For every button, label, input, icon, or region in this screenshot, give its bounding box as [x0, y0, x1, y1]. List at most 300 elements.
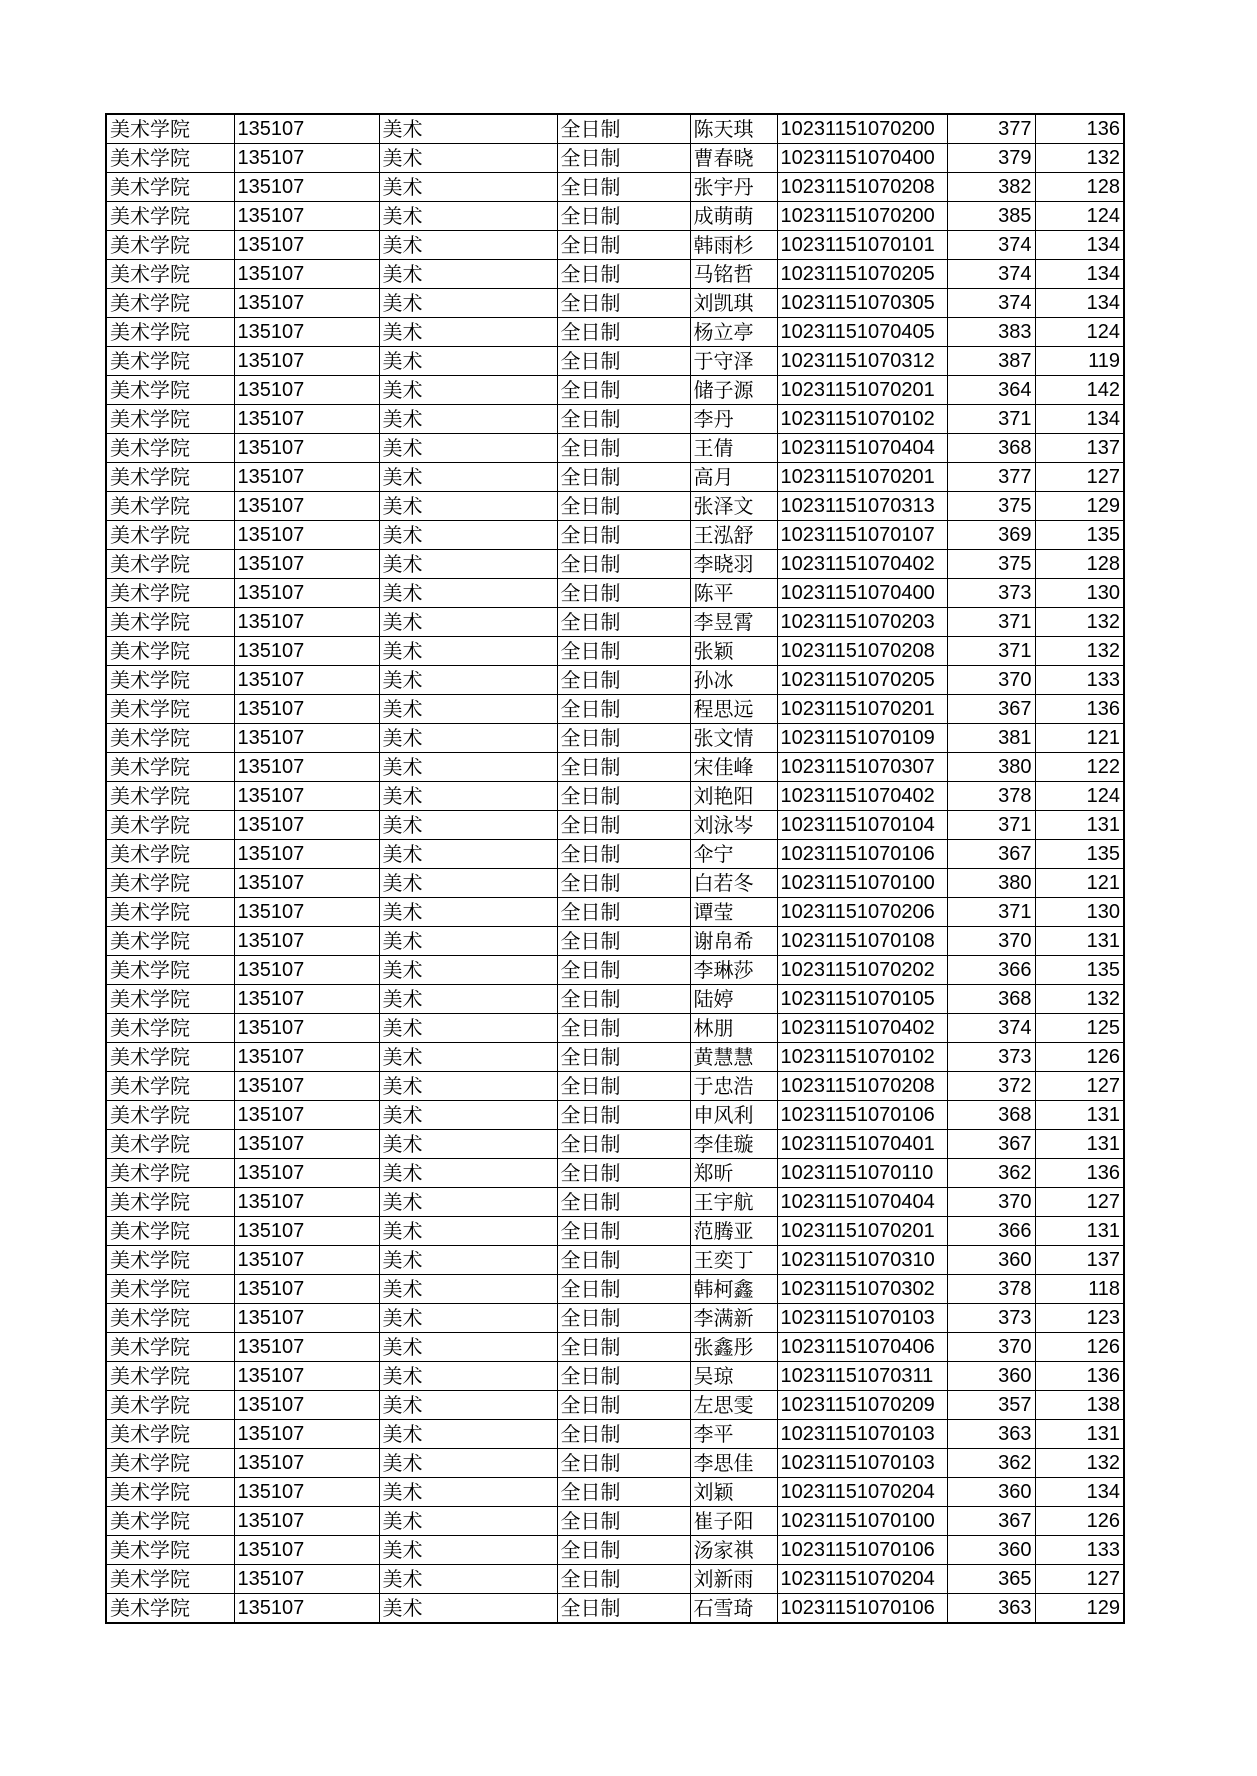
score-second-cell: 125 — [1035, 1014, 1124, 1043]
study-mode-cell: 全日制 — [557, 1362, 690, 1391]
name-cell: 陈平 — [690, 579, 777, 608]
college-cell: 美术学院 — [106, 782, 234, 811]
college-cell: 美术学院 — [106, 637, 234, 666]
exam-id-cell: 10231151070101 — [777, 231, 947, 260]
name-cell: 张颖 — [690, 637, 777, 666]
college-cell: 美术学院 — [106, 1507, 234, 1536]
study-mode-cell: 全日制 — [557, 927, 690, 956]
name-cell: 谢帛希 — [690, 927, 777, 956]
name-cell: 石雪琦 — [690, 1594, 777, 1624]
code-cell: 135107 — [234, 1594, 379, 1624]
exam-id-cell: 10231151070105 — [777, 985, 947, 1014]
score-second-cell: 126 — [1035, 1333, 1124, 1362]
table-row — [106, 579, 1124, 608]
major-cell: 美术 — [379, 985, 557, 1014]
college-cell: 美术学院 — [106, 898, 234, 927]
table-row — [106, 782, 1124, 811]
major-cell: 美术 — [379, 347, 557, 376]
score-second-cell: 128 — [1035, 173, 1124, 202]
study-mode-cell: 全日制 — [557, 144, 690, 173]
score-second-cell: 137 — [1035, 434, 1124, 463]
score-second-cell: 131 — [1035, 1101, 1124, 1130]
exam-id-cell: 10231151070205 — [777, 260, 947, 289]
study-mode-cell: 全日制 — [557, 753, 690, 782]
major-cell: 美术 — [379, 724, 557, 753]
score-total-cell: 371 — [947, 898, 1035, 927]
score-second-cell: 138 — [1035, 1391, 1124, 1420]
exam-id-cell: 10231151070201 — [777, 463, 947, 492]
score-second-cell: 119 — [1035, 347, 1124, 376]
exam-id-cell: 10231151070106 — [777, 1594, 947, 1624]
name-cell: 曹春晓 — [690, 144, 777, 173]
score-total-cell: 368 — [947, 434, 1035, 463]
college-cell: 美术学院 — [106, 956, 234, 985]
code-cell: 135107 — [234, 463, 379, 492]
score-second-cell: 134 — [1035, 405, 1124, 434]
exam-id-cell: 10231151070209 — [777, 1391, 947, 1420]
name-cell: 王奕丁 — [690, 1246, 777, 1275]
major-cell: 美术 — [379, 1275, 557, 1304]
table-row — [106, 1217, 1124, 1246]
major-cell: 美术 — [379, 173, 557, 202]
table-row — [106, 463, 1124, 492]
score-total-cell: 372 — [947, 1072, 1035, 1101]
exam-id-cell: 10231151070201 — [777, 1217, 947, 1246]
code-cell: 135107 — [234, 1014, 379, 1043]
code-cell: 135107 — [234, 1304, 379, 1333]
score-second-cell: 129 — [1035, 1594, 1124, 1624]
college-cell: 美术学院 — [106, 1159, 234, 1188]
code-cell: 135107 — [234, 434, 379, 463]
name-cell: 张鑫彤 — [690, 1333, 777, 1362]
admission-table — [105, 113, 1125, 1624]
score-total-cell: 360 — [947, 1536, 1035, 1565]
score-total-cell: 366 — [947, 1217, 1035, 1246]
code-cell: 135107 — [234, 1362, 379, 1391]
score-second-cell: 135 — [1035, 521, 1124, 550]
name-cell: 李昱霄 — [690, 608, 777, 637]
study-mode-cell: 全日制 — [557, 1449, 690, 1478]
score-second-cell: 128 — [1035, 550, 1124, 579]
name-cell: 马铭哲 — [690, 260, 777, 289]
score-second-cell: 134 — [1035, 231, 1124, 260]
study-mode-cell: 全日制 — [557, 985, 690, 1014]
major-cell: 美术 — [379, 318, 557, 347]
study-mode-cell: 全日制 — [557, 376, 690, 405]
name-cell: 郑昕 — [690, 1159, 777, 1188]
name-cell: 程思远 — [690, 695, 777, 724]
score-total-cell: 374 — [947, 231, 1035, 260]
name-cell: 左思雯 — [690, 1391, 777, 1420]
score-total-cell: 362 — [947, 1159, 1035, 1188]
college-cell: 美术学院 — [106, 579, 234, 608]
college-cell: 美术学院 — [106, 173, 234, 202]
study-mode-cell: 全日制 — [557, 1391, 690, 1420]
score-total-cell: 371 — [947, 811, 1035, 840]
score-total-cell: 368 — [947, 985, 1035, 1014]
exam-id-cell: 10231151070402 — [777, 782, 947, 811]
score-second-cell: 126 — [1035, 1043, 1124, 1072]
code-cell: 135107 — [234, 985, 379, 1014]
college-cell: 美术学院 — [106, 260, 234, 289]
college-cell: 美术学院 — [106, 492, 234, 521]
code-cell: 135107 — [234, 202, 379, 231]
college-cell: 美术学院 — [106, 1362, 234, 1391]
score-second-cell: 129 — [1035, 492, 1124, 521]
score-second-cell: 127 — [1035, 1188, 1124, 1217]
score-second-cell: 132 — [1035, 1449, 1124, 1478]
study-mode-cell: 全日制 — [557, 550, 690, 579]
exam-id-cell: 10231151070404 — [777, 1188, 947, 1217]
score-total-cell: 362 — [947, 1449, 1035, 1478]
major-cell: 美术 — [379, 608, 557, 637]
college-cell: 美术学院 — [106, 1246, 234, 1275]
score-total-cell: 360 — [947, 1362, 1035, 1391]
major-cell: 美术 — [379, 1130, 557, 1159]
major-cell: 美术 — [379, 1362, 557, 1391]
study-mode-cell: 全日制 — [557, 1130, 690, 1159]
study-mode-cell: 全日制 — [557, 463, 690, 492]
major-cell: 美术 — [379, 1449, 557, 1478]
score-total-cell: 366 — [947, 956, 1035, 985]
score-total-cell: 360 — [947, 1478, 1035, 1507]
table-row — [106, 724, 1124, 753]
name-cell: 李满新 — [690, 1304, 777, 1333]
study-mode-cell: 全日制 — [557, 260, 690, 289]
study-mode-cell: 全日制 — [557, 492, 690, 521]
college-cell: 美术学院 — [106, 376, 234, 405]
table-row — [106, 289, 1124, 318]
exam-id-cell: 10231151070100 — [777, 869, 947, 898]
study-mode-cell: 全日制 — [557, 579, 690, 608]
exam-id-cell: 10231151070100 — [777, 1507, 947, 1536]
exam-id-cell: 10231151070103 — [777, 1449, 947, 1478]
major-cell: 美术 — [379, 1072, 557, 1101]
major-cell: 美术 — [379, 666, 557, 695]
exam-id-cell: 10231151070205 — [777, 666, 947, 695]
score-total-cell: 377 — [947, 463, 1035, 492]
study-mode-cell: 全日制 — [557, 521, 690, 550]
table-row — [106, 1014, 1124, 1043]
college-cell: 美术学院 — [106, 608, 234, 637]
code-cell: 135107 — [234, 695, 379, 724]
score-second-cell: 132 — [1035, 144, 1124, 173]
code-cell: 135107 — [234, 318, 379, 347]
code-cell: 135107 — [234, 114, 379, 144]
name-cell: 韩雨杉 — [690, 231, 777, 260]
name-cell: 张文情 — [690, 724, 777, 753]
score-total-cell: 367 — [947, 840, 1035, 869]
name-cell: 储子源 — [690, 376, 777, 405]
college-cell: 美术学院 — [106, 463, 234, 492]
major-cell: 美术 — [379, 1043, 557, 1072]
table-row — [106, 1362, 1124, 1391]
score-second-cell: 124 — [1035, 202, 1124, 231]
score-second-cell: 131 — [1035, 1217, 1124, 1246]
table-row — [106, 695, 1124, 724]
score-total-cell: 375 — [947, 550, 1035, 579]
major-cell: 美术 — [379, 927, 557, 956]
exam-id-cell: 10231151070109 — [777, 724, 947, 753]
name-cell: 李佳璇 — [690, 1130, 777, 1159]
code-cell: 135107 — [234, 898, 379, 927]
name-cell: 于忠浩 — [690, 1072, 777, 1101]
score-second-cell: 135 — [1035, 840, 1124, 869]
score-total-cell: 380 — [947, 753, 1035, 782]
name-cell: 黄慧慧 — [690, 1043, 777, 1072]
study-mode-cell: 全日制 — [557, 1043, 690, 1072]
study-mode-cell: 全日制 — [557, 405, 690, 434]
major-cell: 美术 — [379, 1014, 557, 1043]
table-row — [106, 1043, 1124, 1072]
score-second-cell: 131 — [1035, 811, 1124, 840]
study-mode-cell: 全日制 — [557, 1275, 690, 1304]
score-second-cell: 135 — [1035, 956, 1124, 985]
score-second-cell: 134 — [1035, 1478, 1124, 1507]
college-cell: 美术学院 — [106, 114, 234, 144]
table-row — [106, 318, 1124, 347]
study-mode-cell: 全日制 — [557, 1304, 690, 1333]
score-second-cell: 136 — [1035, 1159, 1124, 1188]
name-cell: 张泽文 — [690, 492, 777, 521]
table-row — [106, 1333, 1124, 1362]
college-cell: 美术学院 — [106, 927, 234, 956]
study-mode-cell: 全日制 — [557, 231, 690, 260]
college-cell: 美术学院 — [106, 434, 234, 463]
exam-id-cell: 10231151070208 — [777, 637, 947, 666]
major-cell: 美术 — [379, 579, 557, 608]
table-row — [106, 956, 1124, 985]
code-cell: 135107 — [234, 782, 379, 811]
score-total-cell: 370 — [947, 927, 1035, 956]
college-cell: 美术学院 — [106, 1478, 234, 1507]
major-cell: 美术 — [379, 956, 557, 985]
exam-id-cell: 10231151070204 — [777, 1478, 947, 1507]
study-mode-cell: 全日制 — [557, 173, 690, 202]
table-row — [106, 1507, 1124, 1536]
code-cell: 135107 — [234, 173, 379, 202]
study-mode-cell: 全日制 — [557, 898, 690, 927]
study-mode-cell: 全日制 — [557, 114, 690, 144]
college-cell: 美术学院 — [106, 318, 234, 347]
code-cell: 135107 — [234, 1391, 379, 1420]
name-cell: 吴琼 — [690, 1362, 777, 1391]
score-total-cell: 365 — [947, 1565, 1035, 1594]
table-row — [106, 405, 1124, 434]
exam-id-cell: 10231151070103 — [777, 1420, 947, 1449]
code-cell: 135107 — [234, 376, 379, 405]
score-total-cell: 367 — [947, 1130, 1035, 1159]
college-cell: 美术学院 — [106, 1188, 234, 1217]
major-cell: 美术 — [379, 1217, 557, 1246]
score-total-cell: 360 — [947, 1246, 1035, 1275]
major-cell: 美术 — [379, 869, 557, 898]
major-cell: 美术 — [379, 1304, 557, 1333]
exam-id-cell: 10231151070307 — [777, 753, 947, 782]
table-row — [106, 898, 1124, 927]
major-cell: 美术 — [379, 1420, 557, 1449]
name-cell: 伞宁 — [690, 840, 777, 869]
score-total-cell: 378 — [947, 782, 1035, 811]
score-second-cell: 131 — [1035, 927, 1124, 956]
score-total-cell: 385 — [947, 202, 1035, 231]
major-cell: 美术 — [379, 637, 557, 666]
major-cell: 美术 — [379, 550, 557, 579]
exam-id-cell: 10231151070108 — [777, 927, 947, 956]
code-cell: 135107 — [234, 550, 379, 579]
exam-id-cell: 10231151070106 — [777, 840, 947, 869]
table-row — [106, 376, 1124, 405]
study-mode-cell: 全日制 — [557, 637, 690, 666]
name-cell: 刘艳阳 — [690, 782, 777, 811]
code-cell: 135107 — [234, 811, 379, 840]
score-total-cell: 383 — [947, 318, 1035, 347]
major-cell: 美术 — [379, 376, 557, 405]
score-second-cell: 132 — [1035, 637, 1124, 666]
study-mode-cell: 全日制 — [557, 1072, 690, 1101]
name-cell: 申风利 — [690, 1101, 777, 1130]
exam-id-cell: 10231151070106 — [777, 1101, 947, 1130]
major-cell: 美术 — [379, 695, 557, 724]
major-cell: 美术 — [379, 1565, 557, 1594]
score-total-cell: 368 — [947, 1101, 1035, 1130]
exam-id-cell: 10231151070404 — [777, 434, 947, 463]
study-mode-cell: 全日制 — [557, 347, 690, 376]
table-row — [106, 1072, 1124, 1101]
table-row — [106, 840, 1124, 869]
score-total-cell: 374 — [947, 260, 1035, 289]
table-row — [106, 231, 1124, 260]
major-cell: 美术 — [379, 811, 557, 840]
college-cell: 美术学院 — [106, 1101, 234, 1130]
major-cell: 美术 — [379, 405, 557, 434]
major-cell: 美术 — [379, 1536, 557, 1565]
exam-id-cell: 10231151070400 — [777, 144, 947, 173]
code-cell: 135107 — [234, 289, 379, 318]
name-cell: 刘新雨 — [690, 1565, 777, 1594]
score-total-cell: 374 — [947, 289, 1035, 318]
code-cell: 135107 — [234, 956, 379, 985]
score-total-cell: 381 — [947, 724, 1035, 753]
exam-id-cell: 10231151070310 — [777, 1246, 947, 1275]
score-second-cell: 136 — [1035, 114, 1124, 144]
score-total-cell: 370 — [947, 1333, 1035, 1362]
exam-id-cell: 10231151070313 — [777, 492, 947, 521]
name-cell: 白若冬 — [690, 869, 777, 898]
score-total-cell: 379 — [947, 144, 1035, 173]
major-cell: 美术 — [379, 1333, 557, 1362]
exam-id-cell: 10231151070311 — [777, 1362, 947, 1391]
code-cell: 135107 — [234, 1188, 379, 1217]
major-cell: 美术 — [379, 289, 557, 318]
college-cell: 美术学院 — [106, 1014, 234, 1043]
score-second-cell: 127 — [1035, 463, 1124, 492]
study-mode-cell: 全日制 — [557, 289, 690, 318]
code-cell: 135107 — [234, 1072, 379, 1101]
score-total-cell: 377 — [947, 114, 1035, 144]
exam-id-cell: 10231151070208 — [777, 1072, 947, 1101]
code-cell: 135107 — [234, 144, 379, 173]
score-total-cell: 370 — [947, 666, 1035, 695]
table-row — [106, 1565, 1124, 1594]
college-cell: 美术学院 — [106, 1420, 234, 1449]
college-cell: 美术学院 — [106, 724, 234, 753]
college-cell: 美术学院 — [106, 1304, 234, 1333]
code-cell: 135107 — [234, 1449, 379, 1478]
code-cell: 135107 — [234, 260, 379, 289]
study-mode-cell: 全日制 — [557, 318, 690, 347]
table-row — [106, 1594, 1124, 1624]
score-second-cell: 122 — [1035, 753, 1124, 782]
score-total-cell: 367 — [947, 695, 1035, 724]
code-cell: 135107 — [234, 1507, 379, 1536]
code-cell: 135107 — [234, 347, 379, 376]
table-row — [106, 608, 1124, 637]
table-row — [106, 1449, 1124, 1478]
score-second-cell: 137 — [1035, 1246, 1124, 1275]
score-total-cell: 369 — [947, 521, 1035, 550]
score-second-cell: 133 — [1035, 666, 1124, 695]
code-cell: 135107 — [234, 1565, 379, 1594]
score-total-cell: 371 — [947, 405, 1035, 434]
college-cell: 美术学院 — [106, 1333, 234, 1362]
study-mode-cell: 全日制 — [557, 1420, 690, 1449]
exam-id-cell: 10231151070201 — [777, 695, 947, 724]
code-cell: 135107 — [234, 608, 379, 637]
college-cell: 美术学院 — [106, 869, 234, 898]
score-total-cell: 373 — [947, 1304, 1035, 1333]
major-cell: 美术 — [379, 898, 557, 927]
exam-id-cell: 10231151070200 — [777, 202, 947, 231]
study-mode-cell: 全日制 — [557, 666, 690, 695]
score-total-cell: 357 — [947, 1391, 1035, 1420]
score-second-cell: 136 — [1035, 1362, 1124, 1391]
score-total-cell: 370 — [947, 1188, 1035, 1217]
study-mode-cell: 全日制 — [557, 811, 690, 840]
score-second-cell: 127 — [1035, 1565, 1124, 1594]
exam-id-cell: 10231151070110 — [777, 1159, 947, 1188]
exam-id-cell: 10231151070401 — [777, 1130, 947, 1159]
study-mode-cell: 全日制 — [557, 1188, 690, 1217]
college-cell: 美术学院 — [106, 753, 234, 782]
exam-id-cell: 10231151070200 — [777, 114, 947, 144]
study-mode-cell: 全日制 — [557, 1333, 690, 1362]
study-mode-cell: 全日制 — [557, 1594, 690, 1624]
table-row — [106, 434, 1124, 463]
name-cell: 李琳莎 — [690, 956, 777, 985]
score-second-cell: 131 — [1035, 1420, 1124, 1449]
exam-id-cell: 10231151070405 — [777, 318, 947, 347]
table-row — [106, 173, 1124, 202]
major-cell: 美术 — [379, 144, 557, 173]
major-cell: 美术 — [379, 840, 557, 869]
code-cell: 135107 — [234, 1130, 379, 1159]
name-cell: 杨立亭 — [690, 318, 777, 347]
table-row — [106, 1130, 1124, 1159]
name-cell: 宋佳峰 — [690, 753, 777, 782]
exam-id-cell: 10231151070406 — [777, 1333, 947, 1362]
score-second-cell: 136 — [1035, 695, 1124, 724]
major-cell: 美术 — [379, 1246, 557, 1275]
name-cell: 成萌萌 — [690, 202, 777, 231]
score-second-cell: 123 — [1035, 1304, 1124, 1333]
exam-id-cell: 10231151070400 — [777, 579, 947, 608]
college-cell: 美术学院 — [106, 1275, 234, 1304]
score-second-cell: 127 — [1035, 1072, 1124, 1101]
major-cell: 美术 — [379, 1391, 557, 1420]
major-cell: 美术 — [379, 1594, 557, 1624]
name-cell: 崔子阳 — [690, 1507, 777, 1536]
